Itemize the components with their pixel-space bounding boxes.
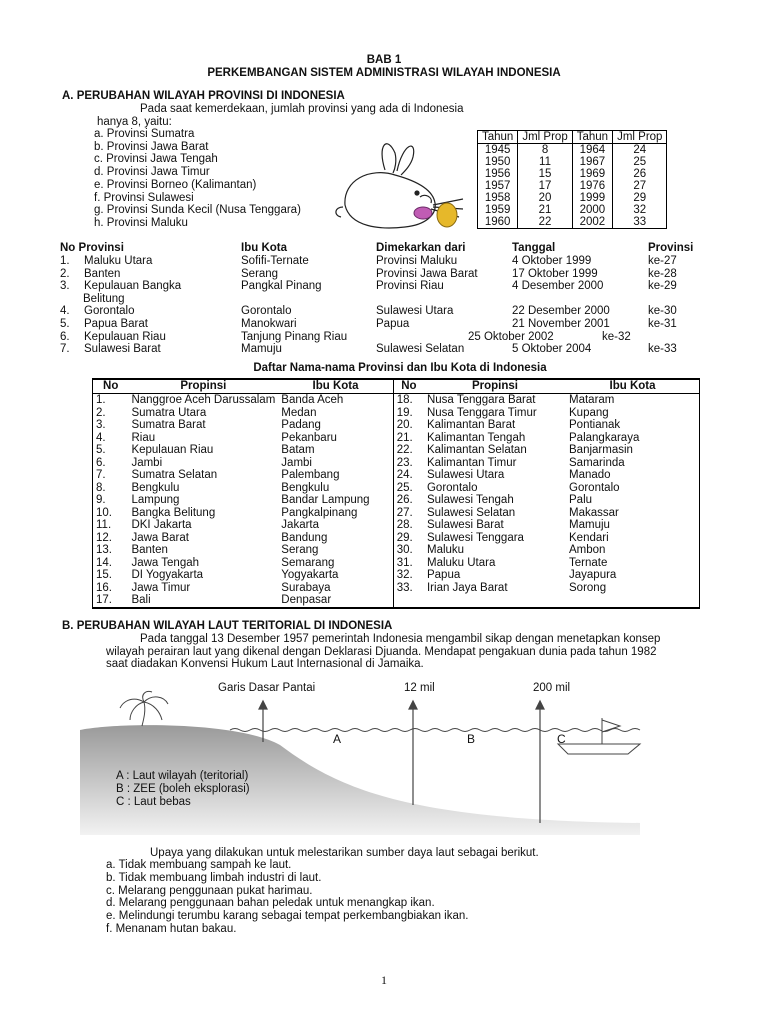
province-table-cell: Kalimantan Barat (426, 419, 516, 431)
province-table-cell: 20. (393, 419, 424, 432)
province-table-cell: Mamuju (566, 519, 699, 532)
province-table-row (93, 582, 700, 595)
expansion-provinsi: Maluku Utara (84, 255, 153, 267)
province-table-cell: 28. (393, 519, 424, 532)
year-table-cell: 32 (613, 204, 667, 216)
label-200-mil: 200 mil (533, 682, 571, 694)
year-table-cell: 1964 (572, 144, 612, 157)
year-table-cell: 1969 (572, 168, 612, 180)
expansion-no: 4. (60, 305, 70, 317)
page-number: 1 (381, 973, 387, 987)
section-a-intro-1: Pada saat kemerdekaan, jumlah provinsi yang ada di Indonesia (140, 103, 464, 115)
zone-a-label: A (333, 732, 342, 746)
province-table-cell: 3. (93, 419, 129, 432)
province-table-cell: Jawa Timur (131, 581, 191, 594)
expansion-ke: ke-29 (648, 280, 677, 292)
province-table-row (93, 494, 700, 507)
province-table-cell: Irian Jaya Barat (426, 581, 508, 594)
year-table-row (478, 216, 667, 229)
expansion-row (60, 268, 720, 281)
province-table-row (93, 594, 700, 608)
province-table-row (93, 457, 700, 470)
province-table-cell: Bandar Lampung (281, 494, 370, 506)
expansion-dari: Papua (376, 318, 410, 330)
province-table-cell: Sulawesi Barat (426, 519, 504, 531)
expansion-dari: Sulawesi Selatan (376, 343, 465, 355)
expansion-no: 6. (60, 331, 70, 343)
expansion-ke: ke-30 (648, 305, 677, 317)
section-b-para-1: Pada tanggal 13 Desember 1957 pemerintah Indonesia mengambil sikap dengan menetapkan konsep (140, 633, 661, 645)
year-table-cell: 22 (518, 216, 572, 229)
expansion-tanggal: 17 Oktober 1999 (512, 267, 598, 280)
province-table-cell: Gorontalo (566, 482, 699, 495)
province-table-cell: Pontianak (566, 419, 699, 432)
effort-item: f. Menanam hutan bakau. (106, 923, 237, 935)
year-table-header: Tahun (478, 131, 518, 144)
province-table-cell: Bengkulu (281, 481, 330, 494)
expansion-ke: ke-31 (648, 318, 677, 330)
province-table-cell: Bandung (281, 531, 328, 544)
province-table-cell: 19. (393, 407, 424, 420)
year-table-cell: 1976 (572, 180, 612, 192)
province-table-row (93, 507, 700, 520)
province-table-cell: 4. (93, 432, 129, 445)
expansion-header-dimekarkan: Dimekarkan dari (376, 242, 466, 254)
year-table-cell: 2000 (572, 204, 612, 216)
province-table-row (93, 557, 700, 570)
expansion-provinsi: Gorontalo (84, 305, 135, 317)
province-table-cell: Banjarmasin (566, 444, 699, 457)
expansion-ke: ke-32 (602, 331, 631, 343)
province-table-cell: Sumatra Barat (131, 419, 206, 431)
province-table-cell: 30. (393, 544, 424, 557)
year-table-cell: 26 (613, 168, 667, 180)
province-table-cell: 2. (93, 407, 129, 420)
expansion-dari: Provinsi Riau (376, 280, 444, 292)
province-table-cell: Surabaya (281, 581, 331, 594)
year-table-cell: 1999 (572, 192, 612, 204)
original-province-item: e. Provinsi Borneo (Kalimantan) (94, 178, 257, 191)
province-table-cell: 23. (393, 457, 424, 470)
year-table-cell: 1960 (478, 216, 518, 229)
province-table-row (93, 432, 700, 445)
province-table-header: Ibu Kota (278, 379, 393, 394)
section-b-para-2: wilayah perairan laut yang dikenal dengan Deklarasi Djuanda. Mendapat pengakuan dunia pada tahun 1982 (106, 646, 657, 658)
province-table-cell: Kalimantan Timur (426, 456, 517, 469)
province-table-cell: Batam (281, 444, 315, 456)
province-table-cell: DKI Jakarta (131, 519, 192, 531)
year-table-cell: 11 (518, 156, 572, 168)
province-table-cell (566, 594, 699, 608)
province-table-cell: Palembang (281, 469, 340, 481)
province-table-header: No (393, 379, 424, 394)
year-table-row (478, 180, 667, 192)
province-table-cell: Padang (281, 419, 321, 431)
province-table-cell: 25. (393, 482, 424, 495)
province-table-cell: Medan (281, 406, 317, 419)
province-table-cell: 24. (393, 469, 424, 482)
province-table-cell: 13. (93, 544, 129, 557)
year-table-cell: 1950 (478, 156, 518, 168)
expansion-ibukota: Manokwari (241, 318, 297, 330)
expansion-ibukota: Mamuju (241, 343, 282, 355)
province-table-cell: Nusa Tenggara Barat (426, 394, 536, 406)
expansion-ibukota: Serang (241, 267, 279, 280)
year-table-row (478, 156, 667, 168)
year-table-cell: 1956 (478, 168, 518, 180)
year-table-header: Jml Prop (613, 131, 667, 144)
expansion-tanggal: 5 Oktober 2004 (512, 343, 592, 355)
province-capital-table (92, 378, 700, 609)
province-table-row (93, 532, 700, 545)
original-province-item: g. Provinsi Sunda Kecil (Nusa Tenggara) (94, 204, 301, 217)
province-table-cell: Yogyakarta (281, 569, 339, 581)
province-table-row (93, 394, 700, 407)
expansion-ibukota: Sofifi-Ternate (241, 255, 309, 267)
year-table-cell: 20 (518, 192, 572, 204)
province-table-cell: 15. (93, 569, 129, 582)
expansion-ibukota: Pangkal Pinang (241, 280, 322, 292)
expansion-header-no-provinsi: No Provinsi (60, 242, 124, 254)
rabbit-illustration (325, 135, 475, 235)
effort-item: a. Tidak membuang sampah ke laut. (106, 859, 292, 871)
year-table-cell: 27 (613, 180, 667, 192)
province-table-cell: Ambon (566, 544, 699, 557)
province-table-cell: Maluku (426, 544, 465, 556)
province-table-header: Ibu Kota (566, 379, 699, 394)
legend-item: B : ZEE (boleh eksplorasi) (116, 783, 250, 795)
zone-c-label: C (557, 732, 566, 746)
expansion-ibukota: Gorontalo (241, 305, 292, 317)
expansion-tanggal: 21 November 2001 (512, 318, 610, 330)
expansion-dari: Sulawesi Utara (376, 305, 454, 317)
province-table-cell: 17. (93, 594, 129, 608)
province-table-row (93, 482, 700, 495)
year-table-cell: 2002 (572, 216, 612, 229)
province-table-cell: Semarang (281, 556, 335, 569)
province-table-cell: Maluku Utara (426, 556, 496, 569)
expansion-row (60, 343, 720, 356)
year-table-cell: 8 (518, 144, 572, 157)
expansion-tanggal: 4 Desember 2000 (512, 280, 604, 292)
province-table-cell: Jawa Tengah (131, 556, 200, 569)
expansion-header-provinsi: Provinsi (648, 242, 694, 254)
province-table-cell: Samarinda (566, 457, 699, 470)
original-province-item: c. Provinsi Jawa Tengah (94, 153, 218, 166)
province-table-cell: Banten (131, 544, 168, 556)
expansion-tanggal: 22 Desember 2000 (512, 305, 610, 317)
province-table-cell: 29. (393, 532, 424, 545)
province-table-cell: 6. (93, 457, 129, 470)
province-table-cell: Sulawesi Selatan (426, 506, 516, 519)
expansion-dari: Provinsi Jawa Barat (376, 267, 478, 280)
province-table-cell: Gorontalo (426, 481, 478, 494)
province-table-cell: Sorong (566, 582, 699, 595)
province-table-cell: 11. (93, 519, 129, 532)
province-table-cell: Bali (128, 594, 278, 608)
province-table-row (93, 544, 700, 557)
province-table-cell: Bangka Belitung (131, 506, 216, 519)
province-table-header: Propinsi (424, 379, 566, 394)
year-table-cell: 1957 (478, 180, 518, 192)
original-province-item: h. Provinsi Maluku (94, 216, 188, 229)
expansion-ke: ke-28 (648, 267, 677, 280)
province-table-cell: Kendari (566, 532, 699, 545)
sea-zone-diagram (80, 690, 680, 835)
section-a-heading: A. PERUBAHAN WILAYAH PROVINSI DI INDONESIA (62, 90, 345, 102)
year-table-cell: 25 (613, 156, 667, 168)
province-table-cell: 9. (93, 494, 129, 507)
province-table-row (93, 469, 700, 482)
effort-item: d. Melarang penggunaan bahan peledak untuk menangkap ikan. (106, 897, 435, 910)
province-table-cell: Sumatra Utara (131, 406, 207, 419)
province-table-cell: Riau (131, 431, 156, 444)
province-table-cell: Palu (566, 494, 699, 507)
province-table-cell: Pangkalpinang (281, 506, 358, 519)
province-table-cell: Manado (566, 469, 699, 482)
label-baseline: Garis Dasar Pantai (218, 682, 316, 694)
province-table-cell: 32. (393, 569, 424, 582)
province-table-cell: 26. (393, 494, 424, 507)
province-table-cell: Denpasar (278, 594, 393, 608)
year-table-cell: 1967 (572, 156, 612, 168)
palm-tree-icon (120, 691, 168, 726)
zone-b-label: B (467, 732, 476, 746)
expansion-ibukota: Tanjung Pinang Riau (241, 331, 348, 343)
province-table-cell: Sulawesi Utara (426, 469, 505, 481)
province-table-cell: 5. (93, 444, 129, 457)
province-table-cell: Palangkaraya (566, 432, 699, 445)
year-table-cell: 1959 (478, 204, 518, 216)
section-a-intro-2: hanya 8, yaitu: (97, 116, 172, 128)
expansion-no: 2. (60, 267, 70, 280)
effort-item: c. Melarang penggunaan pukat harimau. (106, 884, 313, 897)
year-table-cell: 24 (613, 144, 667, 157)
year-table-row (478, 168, 667, 180)
province-table-cell: 10. (93, 507, 129, 520)
year-table-cell: 33 (613, 216, 667, 229)
expansion-no: 5. (60, 318, 70, 330)
province-table-cell: Papua (426, 569, 461, 581)
expansion-provinsi: Banten (84, 267, 121, 280)
province-table-cell: 14. (93, 557, 129, 570)
province-table-cell: Sumatra Selatan (131, 469, 218, 481)
province-table-cell: DI Yogyakarta (131, 569, 204, 581)
province-table-cell: Kalimantan Tengah (426, 431, 526, 444)
province-table-cell: Lampung (131, 494, 180, 506)
year-table-row (478, 144, 667, 157)
province-table-cell: 21. (393, 432, 424, 445)
legend-item: A : Laut wilayah (teritorial) (116, 770, 249, 782)
year-table-cell: 29 (613, 192, 667, 204)
chapter-label: BAB 1 (366, 54, 402, 66)
year-table-header: Jml Prop (518, 131, 572, 144)
province-count-table (477, 130, 667, 229)
year-table-row (478, 204, 667, 216)
boat-icon (558, 718, 640, 754)
province-table-cell: Makassar (566, 507, 699, 520)
province-table-row (93, 419, 700, 432)
year-table-cell: 21 (518, 204, 572, 216)
year-table-cell: 1958 (478, 192, 518, 204)
province-table-cell (393, 594, 424, 608)
province-table-cell: Jayapura (566, 569, 699, 582)
expansion-no: 1. (60, 255, 70, 267)
province-table-cell: Sulawesi Tengah (426, 494, 514, 506)
expansion-row (60, 318, 720, 331)
expansion-row (60, 280, 720, 293)
province-table-cell: Nusa Tenggara Timur (426, 406, 537, 419)
expansion-header-tanggal: Tanggal (512, 242, 556, 254)
province-table-cell: 1. (93, 394, 129, 407)
province-table-cell: Nanggroe Aceh Darussalam (131, 394, 276, 406)
province-table-row (93, 519, 700, 532)
expansion-provinsi: Kepulauan Riau (84, 331, 166, 343)
province-table-cell: 33. (393, 582, 424, 595)
original-province-item: d. Provinsi Jawa Timur (94, 166, 210, 179)
expansion-dari: Provinsi Maluku (376, 255, 458, 267)
original-province-item: b. Provinsi Jawa Barat (94, 140, 209, 153)
sea-surface (230, 729, 640, 732)
section-b-para-3: saat diadakan Konvensi Hukum Laut Internasional di Jamaika. (106, 658, 424, 670)
province-table-cell: Pekanbaru (281, 431, 337, 444)
province-table-cell: Kepulauan Riau (131, 444, 214, 456)
expansion-provinsi: Sulawesi Barat (84, 343, 161, 355)
expansion-provinsi: Papua Barat (84, 318, 148, 330)
province-table-cell: 18. (393, 394, 424, 407)
province-table-row (93, 407, 700, 420)
province-table-cell: Serang (281, 544, 319, 556)
effort-item: b. Tidak membuang limbah industri di laut. (106, 871, 322, 884)
original-province-item: f. Provinsi Sulawesi (94, 191, 194, 204)
label-12-mil: 12 mil (404, 682, 435, 694)
province-table-cell: Banda Aceh (281, 394, 344, 406)
year-table-cell: 17 (518, 180, 572, 192)
province-table-cell: 27. (393, 507, 424, 520)
province-table-row (93, 444, 700, 457)
province-table-cell: 12. (93, 532, 129, 545)
province-table-cell: 16. (93, 582, 129, 595)
year-table-row (478, 192, 667, 204)
legend-item: C : Laut bebas (116, 796, 191, 808)
province-table-cell (424, 594, 566, 608)
province-table-cell: Jawa Barat (131, 531, 189, 544)
expansion-ke: ke-33 (648, 343, 677, 355)
chapter-title: PERKEMBANGAN SISTEM ADMINISTRASI WILAYAH INDONESIA (207, 67, 561, 79)
expansion-header-ibukota: Ibu Kota (241, 242, 287, 254)
effort-item: e. Melindungi terumbu karang sebagai tempat perkembangbiakan ikan. (106, 910, 469, 923)
province-table-header: No (93, 379, 129, 394)
section-b-heading: B. PERUBAHAN WILAYAH LAUT TERITORIAL DI INDONESIA (62, 620, 393, 632)
expansion-note: Belitung (83, 293, 125, 305)
province-table-cell: Kupang (566, 407, 699, 420)
province-table-cell: Jakarta (281, 519, 320, 531)
year-table-header: Tahun (572, 131, 612, 144)
province-list-title: Daftar Nama-nama Provinsi dan Ibu Kota di Indonesia (253, 362, 547, 374)
expansion-tanggal: 25 Oktober 2002 (468, 331, 554, 343)
expansion-row (60, 305, 720, 318)
expansion-provinsi: Kepulauan Bangka (84, 280, 182, 292)
province-table-cell: 7. (93, 469, 129, 482)
province-table-cell: Bengkulu (131, 481, 180, 494)
province-table-cell: Mataram (566, 394, 699, 407)
expansion-row (60, 255, 720, 268)
expansion-no: 7. (60, 343, 70, 355)
province-table-cell: Ternate (566, 557, 699, 570)
province-table-header: Propinsi (128, 379, 278, 394)
province-table-row (93, 569, 700, 582)
province-table-cell: Jambi (131, 456, 163, 469)
expansion-tanggal: 4 Oktober 1999 (512, 255, 592, 267)
expansion-ke: ke-27 (648, 255, 677, 267)
province-table-cell: Jambi (281, 456, 312, 469)
province-table-cell: Sulawesi Tenggara (426, 531, 524, 544)
province-table-cell: 22. (393, 444, 424, 457)
province-table-cell: 8. (93, 482, 129, 495)
province-table-cell: 31. (393, 557, 424, 570)
province-table-cell: Kalimantan Selatan (426, 444, 527, 456)
year-table-cell: 1945 (478, 144, 518, 157)
year-table-cell: 15 (518, 168, 572, 180)
original-province-item: a. Provinsi Sumatra (94, 128, 195, 140)
efforts-intro: Upaya yang dilakukan untuk melestarikan sumber daya laut sebagai berikut. (150, 847, 539, 859)
expansion-no: 3. (60, 280, 70, 292)
